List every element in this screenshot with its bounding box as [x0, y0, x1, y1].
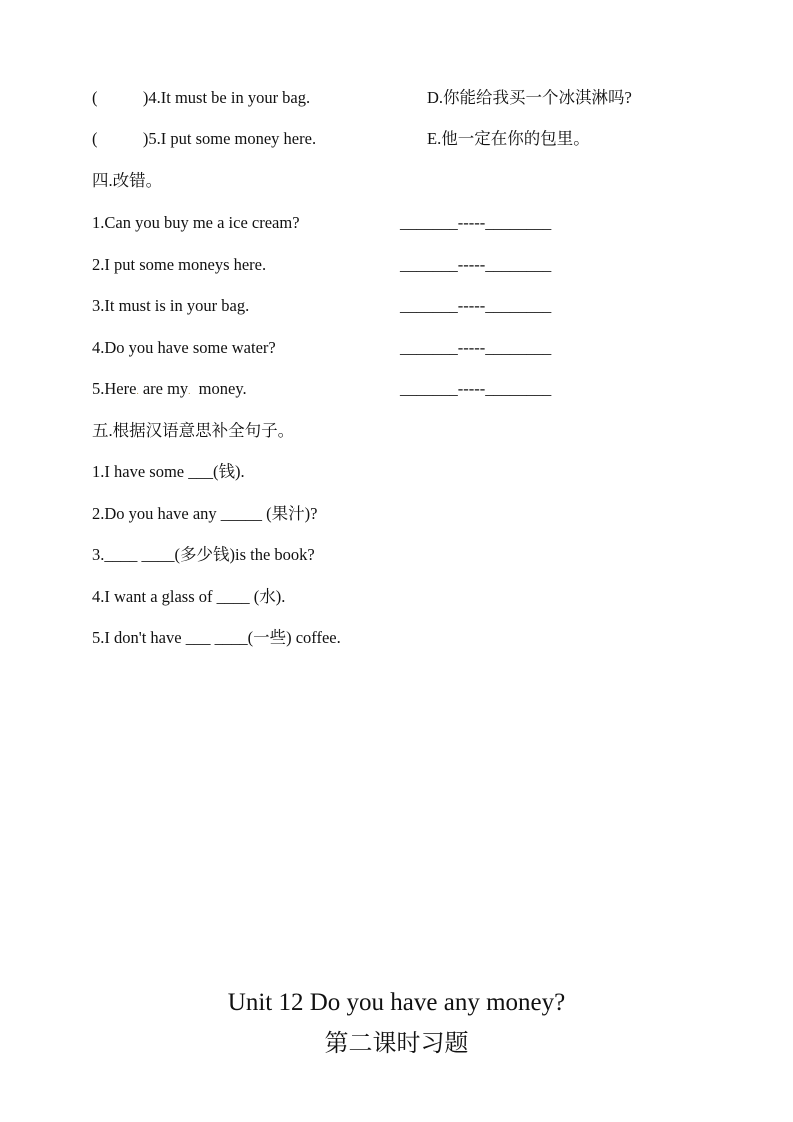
- correction-item-5-part-a: 5.Here: [92, 379, 137, 398]
- lesson-subtitle: 第二课时习题: [324, 1031, 469, 1057]
- complete-item-4: 4.I want a glass of ____ (水).: [92, 587, 286, 606]
- complete-item-3: 3.____ ____(多少钱)is the book?: [92, 545, 315, 564]
- match-option-d: D.你能给我买一个冰淇淋吗?: [427, 88, 632, 107]
- correction-item-5-part-b: are my: [142, 379, 189, 398]
- correction-item-4: 4.Do you have some water?: [92, 338, 276, 357]
- complete-item-2: 2.Do you have any _____ (果汁)?: [92, 504, 318, 523]
- correction-item-5-part-c: money.: [198, 379, 247, 398]
- complete-item-5: 5.I don't have ___ ____(一些) coffee.: [92, 628, 341, 647]
- unit-title: Unit 12 Do you have any money?: [227, 989, 566, 1016]
- section-heading-correction: 四.改错。: [92, 171, 163, 190]
- correction-blank-3: _______-----________: [400, 296, 552, 315]
- correction-blank-1: _______-----________: [400, 213, 552, 232]
- correction-item-3: 3.It must is in your bag.: [92, 296, 250, 315]
- match-item-4: ( )4.It must be in your bag.: [92, 88, 311, 107]
- correction-mark: .: [188, 386, 191, 396]
- correction-item-2: 2.I put some moneys here.: [92, 255, 267, 274]
- complete-item-1: 1.I have some ___(钱).: [92, 462, 245, 481]
- correction-blank-2: _______-----________: [400, 255, 552, 274]
- section-heading-complete: 五.根据汉语意思补全句子。: [92, 421, 295, 440]
- correction-mark: .: [136, 386, 139, 396]
- match-item-5: ( )5.I put some money here.: [92, 129, 317, 148]
- match-option-e: E.他一定在你的包里。: [427, 129, 590, 148]
- correction-item-5: [92, 381, 247, 398]
- correction-item-1: 1.Can you buy me a ice cream?: [92, 213, 300, 232]
- correction-blank-5: _______-----________: [400, 379, 552, 398]
- correction-blank-4: _______-----________: [400, 338, 552, 357]
